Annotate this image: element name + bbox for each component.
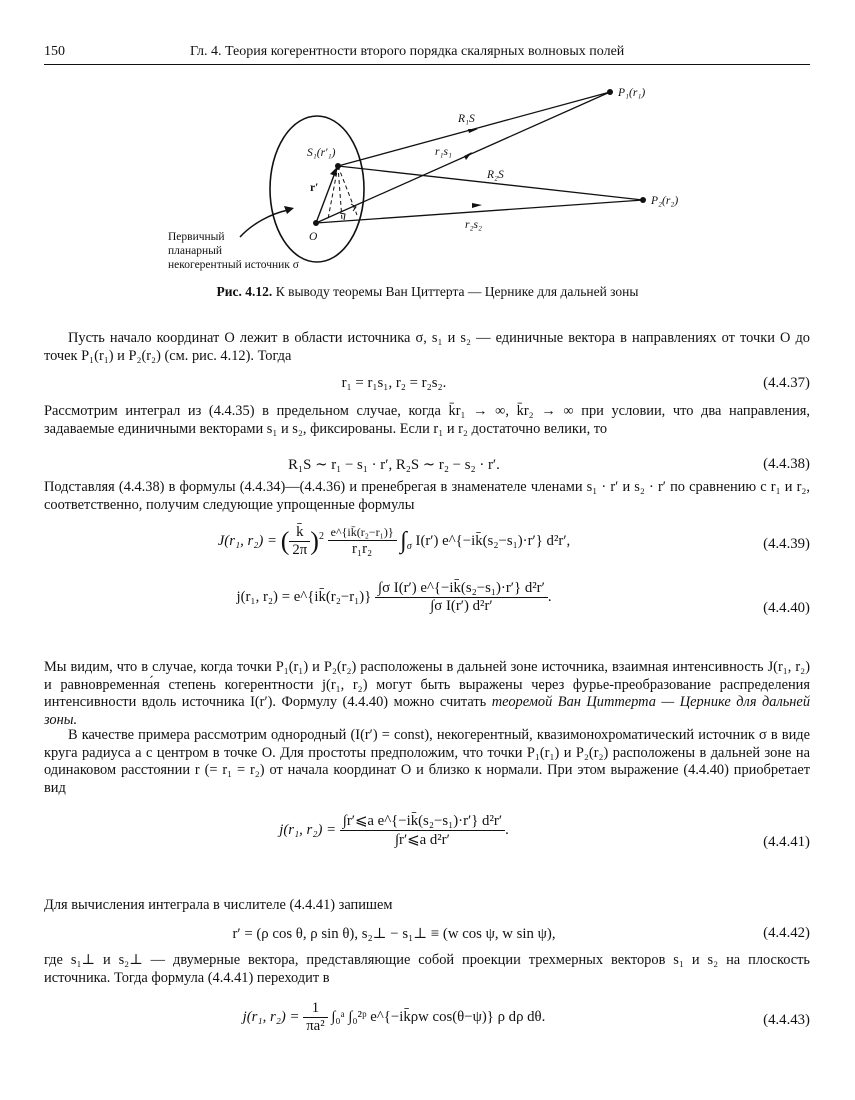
- theorem-name: теоремой Ван Циттерта — Цернике для дальней зоны.: [44, 694, 811, 728]
- paragraph-5: В качестве примера рассмотрим однородный (I(r′) = const), некогерентный, квазимонохроматический источник σ в виде круга радиуса a с центром в точке O. Для простоты предположим, что точки P₁(r₁) и P₂(r₂) расположены в дальней зоне на одинаковом расстоянии r (= r₁ = r₂) от начала координат O и близко к нормали. При этом выражение (4.4.40) приобретает вид: [44, 727, 810, 796]
- eq41-body: j(r₁, r₂) = $\frac{\text{∫r′⩽a e\textasciicircum{}\{−ik̄(s₂−s₁)·r′\} d²r′}}{\text{∫r′⩽a d²r′}}$ .: [279, 813, 509, 848]
- eq38-body: R₁S ∼ r₁ − s₁ · r′, R₂S ∼ r₂ − s₂ · r′.: [288, 457, 500, 473]
- source-pointer: [240, 210, 288, 237]
- dashed-proj-1: [338, 166, 357, 215]
- label-p2: P₂(r₂): [651, 195, 679, 207]
- eq40-body: j(r₁, r₂) = e^{ik̄(r₂−r₁)} $\frac{\text{∫σ I(r′) e\textasciicircum{}\{−ik̄(s₂−s₁)·r′\} d²r′}}{\text{∫σ I(r′) d²r′}}$ .: [236, 580, 552, 614]
- label-r1s: R₁S: [458, 113, 475, 125]
- eq43-frac-num: 1: [303, 1000, 327, 1018]
- arrow-r1s1: [464, 152, 472, 160]
- eq39-factor-num: k̄: [289, 524, 310, 542]
- paragraph-6: Для вычисления интеграла в числителе (4.4.41) запишем: [44, 897, 393, 913]
- eq38-number: (4.4.38): [763, 456, 810, 472]
- label-origin: O: [309, 231, 318, 243]
- eq41-frac-num: ∫r′⩽a e^{−ik̄(s₂−s₁)·r′} d²r′: [340, 812, 505, 831]
- eq41-lhs: j(r₁, r₂) =: [279, 822, 337, 838]
- equation-4-4-43: [44, 1000, 810, 1050]
- eq42-number: (4.4.42): [763, 925, 810, 941]
- eq40-frac-den: ∫σ I(r′) d²r′: [430, 598, 493, 614]
- source-pointer-head: [284, 206, 294, 214]
- arrow-r1s: [468, 129, 478, 133]
- equation-4-4-41: [44, 812, 810, 872]
- paragraph-4-text: Мы видим, что в случае, когда точки P₁(r₁) и P₂(r₂) расположены в дальней зоне источника, взаимная интенсивность J(r₁, r₂) и равновременна́я степень когерентности j(r₁, r₂) могут быть выражены через фурье-преобразование распределения интенсивности вдоль источника I(r′). Формулу (4.4.40) можно считать: [44, 659, 810, 710]
- eq39-integrand: I(r′) e^{−ik̄(s₂−s₁)·r′} d²r′,: [415, 532, 571, 549]
- point-s1: [335, 163, 341, 169]
- caption-text: К выводу теоремы Ван Циттерта — Цернике для дальней зоны: [275, 284, 639, 299]
- point-p1: [607, 89, 613, 95]
- paragraph-4: [44, 659, 810, 729]
- eq39-exp-num: e^{ik̄(r₂−r₁)}: [328, 525, 397, 541]
- running-title: Гл. 4. Теория когерентности второго порядка скалярных волновых полей: [190, 44, 625, 59]
- point-p2: [640, 197, 646, 203]
- figure-caption: [0, 284, 855, 300]
- running-header: [44, 42, 810, 65]
- source-label-line2: планарный: [168, 245, 223, 257]
- eq40-number: (4.4.40): [763, 600, 810, 616]
- eq39-lhs: J(r₁, r₂) =: [217, 532, 278, 549]
- eq42-body: r′ = (ρ cos θ, ρ sin θ), s₂⊥ − s₁⊥ ≡ (w cos ψ, w sin ψ),: [232, 926, 556, 942]
- source-label-line1: Первичный: [168, 231, 225, 243]
- eq37-body: r₁ = r₁s₁, r₂ = r₂s₂.: [341, 375, 447, 391]
- right-angle-2: [340, 213, 345, 220]
- arrow-r2s2: [472, 203, 482, 208]
- label-r1s1: r₁s₁: [435, 146, 452, 158]
- paragraph-7: где s₁⊥ и s₂⊥ — двумерные вектора, представляющие собой проекции трехмерных векторов s₁ и s₂ на плоскость источника. Тогда формула (4.4.41) переходит в: [44, 952, 810, 986]
- label-r2s: R₂S: [487, 169, 504, 181]
- eq39-body: J(r₁, r₂) = ( $\frac{k̄}{2\pi}$ )$^2$ $\frac{\text{e\textasciicircum{}\{ik̄(r₂−r₁)\}}}{\text{r₁r₂}}$ $\int_\sigma$ I(r′) e^{−ik̄(s₂−s₁)·r′} d²r′,: [217, 524, 571, 558]
- source-label-line3: некогерентный источник σ: [168, 259, 299, 271]
- eq43-lhs: j(r₁, r₂) =: [242, 1009, 300, 1025]
- eq43-body: [44, 1000, 744, 1035]
- eq41-frac-den: ∫r′⩽a d²r′: [394, 832, 450, 848]
- label-r2s2: r₂s₂: [465, 219, 482, 231]
- page-number: 150: [44, 44, 65, 59]
- caption-label: Рис. 4.12.: [216, 284, 273, 299]
- eq39-factor-den: 2π: [292, 542, 308, 558]
- eq43-integrand: ∫₀ᵃ ∫₀²ᵖ e^{−ik̄ρw cos(θ−ψ)} ρ dρ dθ.: [331, 1009, 546, 1025]
- paragraph-2: Рассмотрим интеграл из (4.4.35) в предельном случае, когда k̄r₁ → ∞, k̄r₂ → ∞ при условии, что два направления, задаваемые единичными векторами s₁ и s₂, фиксированы. Если r₁ и r₂ достаточно велики, то: [44, 403, 810, 437]
- eq39-number: (4.4.39): [763, 536, 810, 552]
- point-o: [313, 220, 319, 226]
- label-p1: P₁(r₁): [618, 87, 646, 99]
- equation-4-4-39: [44, 524, 810, 574]
- eq43-frac-den: πa²: [306, 1018, 325, 1034]
- eq41-number: (4.4.41): [763, 834, 810, 850]
- figure-4-12: [160, 74, 700, 284]
- paragraph-3: Подставляя (4.4.38) в формулы (4.4.34)—(4.4.36) и пренебрегая в знаменателе членами s₁ · r′ и s₂ · r′ по сравнению с r₁ и r₂, соответственно, получим следующие упрощенные формулы: [44, 479, 810, 513]
- eq37-number: (4.4.37): [763, 375, 810, 391]
- eq40-lhs: j(r₁, r₂) = e^{ik̄(r₂−r₁)}: [236, 589, 372, 605]
- eq40-frac-num: ∫σ I(r′) e^{−ik̄(s₂−s₁)·r′} d²r′: [375, 580, 548, 598]
- paragraph-1: Пусть начало координат O лежит в области источника σ, s₁ и s₂ — единичные вектора в направлениях от точки O до точек P₁(r₁) и P₂(r₂) (см. рис. 4.12). Тогда: [44, 330, 810, 364]
- equation-4-4-40: [44, 580, 810, 640]
- eq39-exp-den: r₁r₂: [352, 541, 373, 557]
- label-s1: S₁(r′₁): [307, 147, 336, 159]
- label-rprime: r′: [310, 182, 319, 194]
- eq43-number: (4.4.43): [763, 1012, 810, 1028]
